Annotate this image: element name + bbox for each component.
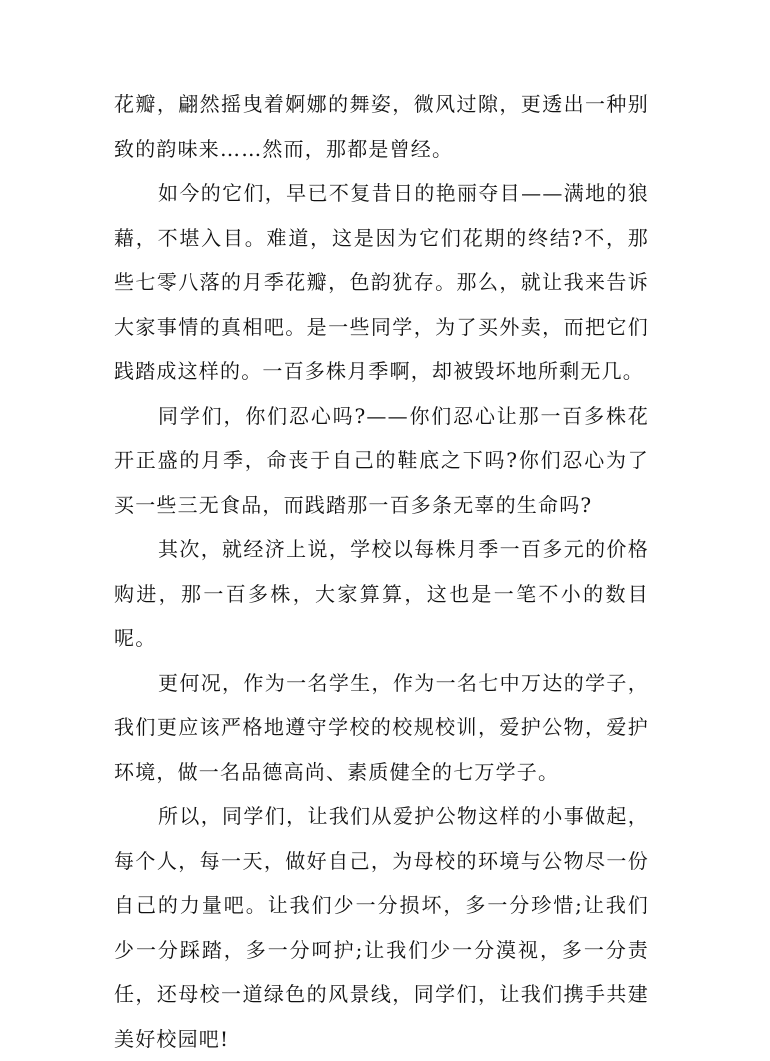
paragraph-call-to-action: 所以，同学们，让我们从爱护公物这样的小事做起，每个人，每一天，做好自己，为母校的环境与公物尽一份自己的力量吧。让我们少一分损坏，多一分珍惜;让我们少一分踩踏，多一分呵护;让我们少一分漠视，多一分责任，还母校一道绿色的风景线，同学们，让我们携手共建美好校园吧! <box>114 804 649 1051</box>
paragraph-appeal-to-classmates: 同学们，你们忍心吗?——你们忍心让那一百多株花开正盛的月季，命丧于自己的鞋底之下吗?你们忍心为了买一些三无食品，而践踏那一百多条无辜的生命吗? <box>114 403 649 517</box>
paragraph-school-rules: 更何况，作为一名学生，作为一名七中万达的学子，我们更应该严格地遵守学校的校规校训，爱护公物，爱护环境，做一名品德高尚、素质健全的七万学子。 <box>114 670 649 784</box>
document-page <box>114 82 649 1061</box>
paragraph-economic-cost: 其次，就经济上说，学校以每株月季一百多元的价格购进，那一百多株，大家算算，这也是一笔不小的数目呢。 <box>114 537 649 650</box>
paragraph-trampled-flowers: 如今的它们，早已不复昔日的艳丽夺目——满地的狼藉，不堪入目。难道，这是因为它们花期的终结?不，那些七零八落的月季花瓣，色韵犹存。那么，就让我来告诉大家事情的真相吧。是一些同学，为了买外卖，而把它们践踏成这样的。一百多株月季啊，却被毁坏地所剩无几。 <box>114 181 649 383</box>
paragraph-petals-intro: 花瓣，翩然摇曳着婀娜的舞姿，微风过隙，更透出一种别致的韵味来……然而，那都是曾经。 <box>114 92 649 161</box>
